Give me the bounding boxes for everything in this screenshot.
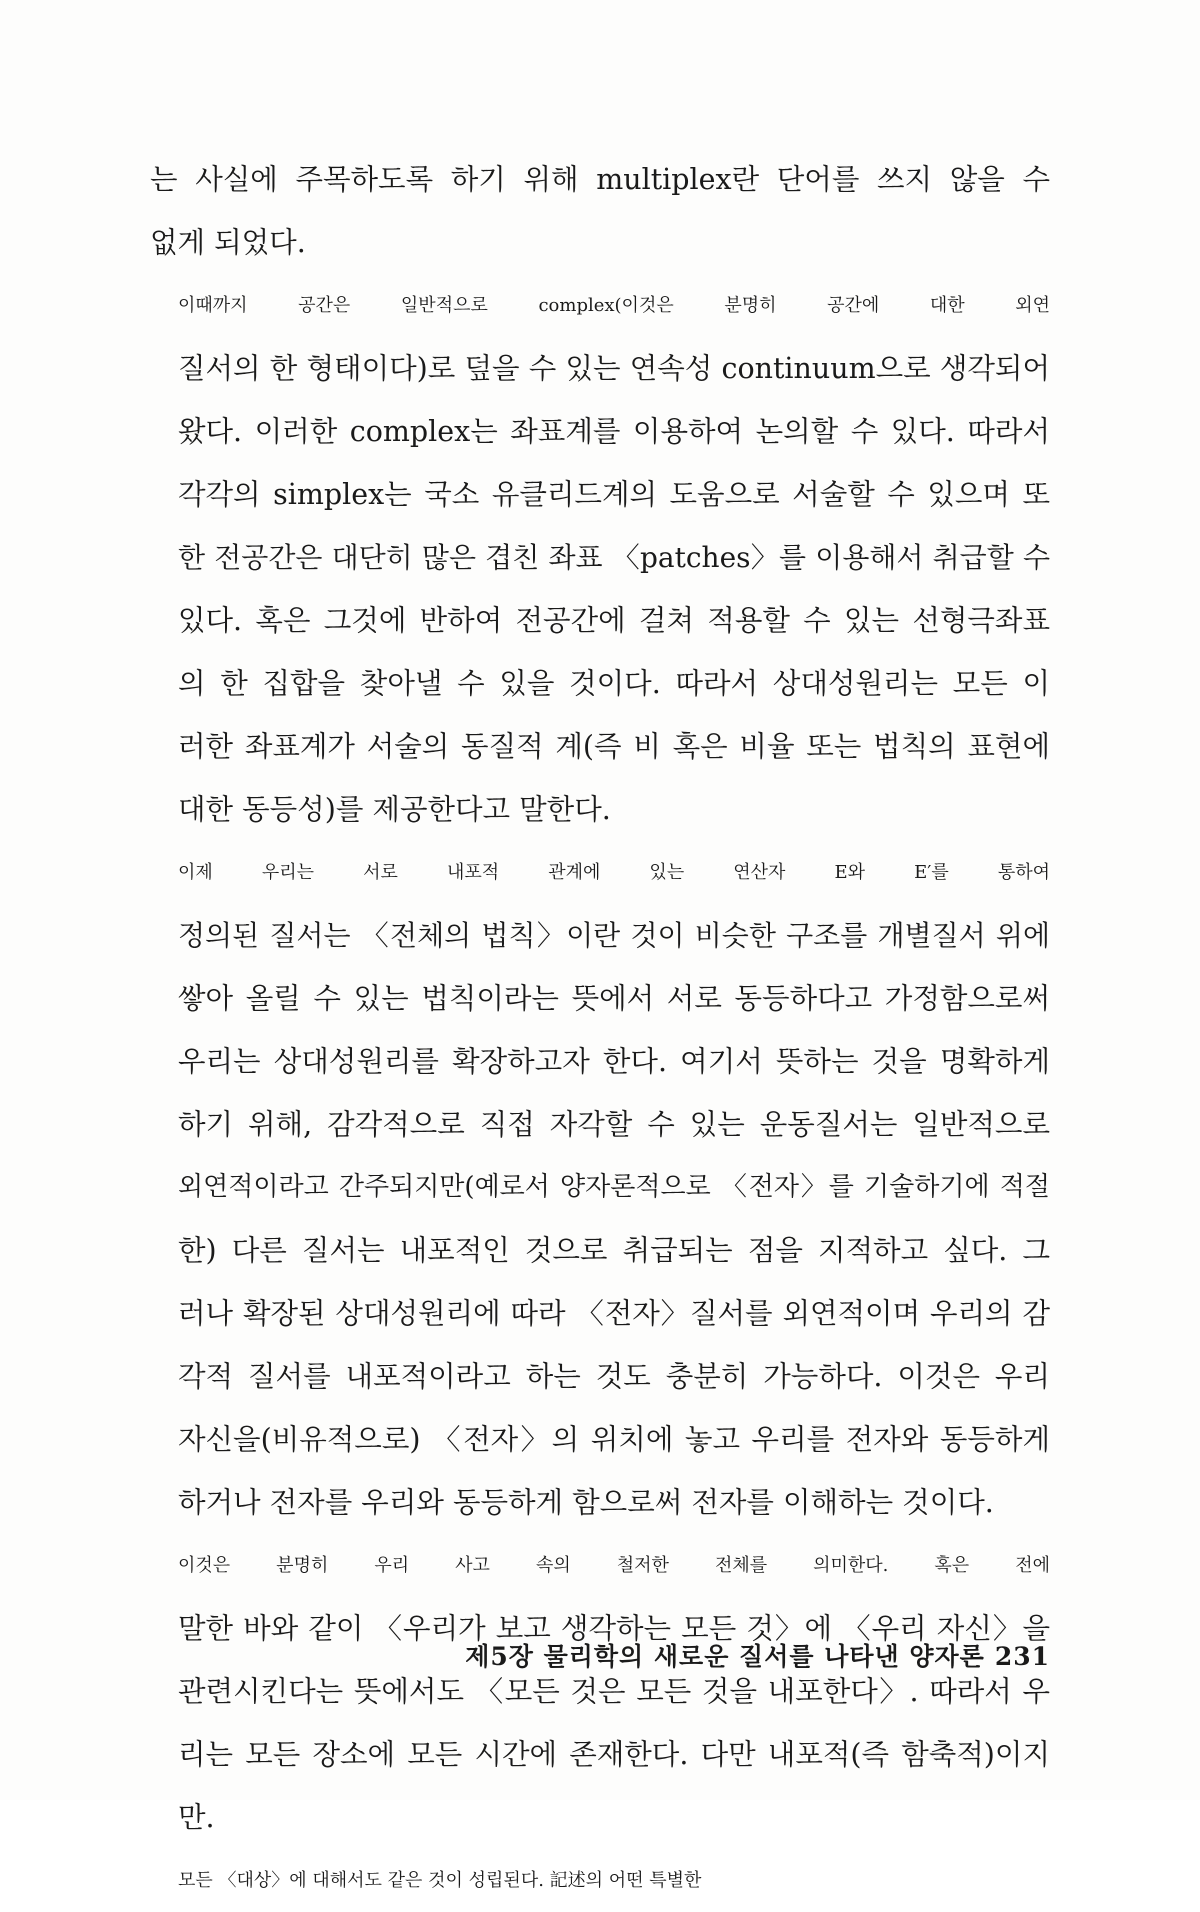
paragraph <box>150 1534 1050 1849</box>
text-line: 러나 확장된 상대성원리에 따라 〈전자〉질서를 외연적이며 우리의 감 <box>178 1297 1050 1330</box>
text-line: 하기 위해, 감각적으로 직접 자각할 수 있는 운동질서는 일반적으로 <box>178 1108 1050 1141</box>
text-line: 러한 좌표계가 서술의 동질적 계(즉 비 혹은 비율 또는 법칙의 표현에 <box>178 730 1050 763</box>
text-line: 우리는 상대성원리를 확장하고자 한다. 여기서 뜻하는 것을 명확하게 <box>178 1045 1050 1078</box>
text-line: 관련시킨다는 뜻에서도 〈모든 것은 모든 것을 내포한다〉. 따라서 우 <box>178 1675 1050 1708</box>
page-number: 231 <box>994 1642 1050 1671</box>
text-line: 자신을(비유적으로) 〈전자〉의 위치에 놓고 우리를 전자와 동등하게 <box>178 1423 1050 1456</box>
paragraph <box>150 1849 1050 1912</box>
text-line: 의 한 집합을 찾아낼 수 있을 것이다. 따라서 상대성원리는 모든 이 <box>178 667 1050 700</box>
text-line: 이것은 분명히 우리 사고 속의 철저한 전체를 의미한다. 혹은 전에 <box>178 1555 1050 1576</box>
text-line: 리는 모든 장소에 모든 시간에 존재한다. 다만 내포적(즉 함축적)이지 <box>178 1738 1050 1771</box>
text-line: 질서의 한 형태이다)로 덮을 수 있는 연속성 continuum으로 생각되어 <box>178 352 1050 385</box>
chapter-title: 제5장 물리학의 새로운 질서를 나타낸 양자론 <box>465 1642 985 1671</box>
text-line: 한 전공간은 대단히 많은 겹친 좌표 〈patches〉를 이용해서 취급할 수 <box>178 541 1050 574</box>
paragraph <box>150 841 1050 1534</box>
text-line: 대한 동등성)를 제공한다고 말한다. <box>178 793 611 826</box>
text-line: 왔다. 이러한 complex는 좌표계를 이용하여 논의할 수 있다. 따라서 <box>178 415 1050 448</box>
text-line: 한) 다른 질서는 내포적인 것으로 취급되는 점을 지적하고 싶다. 그 <box>178 1234 1050 1267</box>
text-line: 각적 질서를 내포적이라고 하는 것도 충분히 가능하다. 이것은 우리 <box>178 1360 1050 1393</box>
text-line: 쌓아 올릴 수 있는 법칙이라는 뜻에서 서로 동등하다고 가정함으로써 <box>178 982 1050 1015</box>
text-line: 정의된 질서는 〈전체의 법칙〉이란 것이 비슷한 구조를 개별질서 위에 <box>178 919 1050 952</box>
paragraph <box>150 148 1050 274</box>
text-line: 있다. 혹은 그것에 반하여 전공간에 걸쳐 적용할 수 있는 선형극좌표 <box>178 604 1050 637</box>
text-line: 는 사실에 주목하도록 하기 위해 multiplex란 단어를 쓰지 않을 수 <box>150 163 1050 196</box>
text-line: 모든 〈대상〉에 대해서도 같은 것이 성립된다. 記述의 어떤 특별한 <box>178 1870 702 1891</box>
text-line: 말한 바와 같이 〈우리가 보고 생각하는 모든 것〉에 〈우리 자신〉을 <box>178 1612 1050 1645</box>
paragraph <box>150 274 1050 841</box>
text-line: 이때까지 공간은 일반적으로 complex(이것은 분명히 공간에 대한 외연 <box>178 295 1050 316</box>
text-line: 각각의 simplex는 국소 유클리드계의 도움으로 서술할 수 있으며 또 <box>178 478 1050 511</box>
text-line: 이제 우리는 서로 내포적 관계에 있는 연산자 E와 E′를 통하여 <box>178 862 1050 883</box>
text-line: 만. <box>178 1801 215 1834</box>
text-line: 외연적이라고 간주되지만(예로서 양자론적으로 〈전자〉를 기술하기에 적절 <box>178 1172 1050 1202</box>
text-line: 하거나 전자를 우리와 동등하게 함으로써 전자를 이해하는 것이다. <box>178 1486 994 1519</box>
text-line: 없게 되었다. <box>150 226 306 259</box>
running-footer <box>465 1637 1050 1673</box>
